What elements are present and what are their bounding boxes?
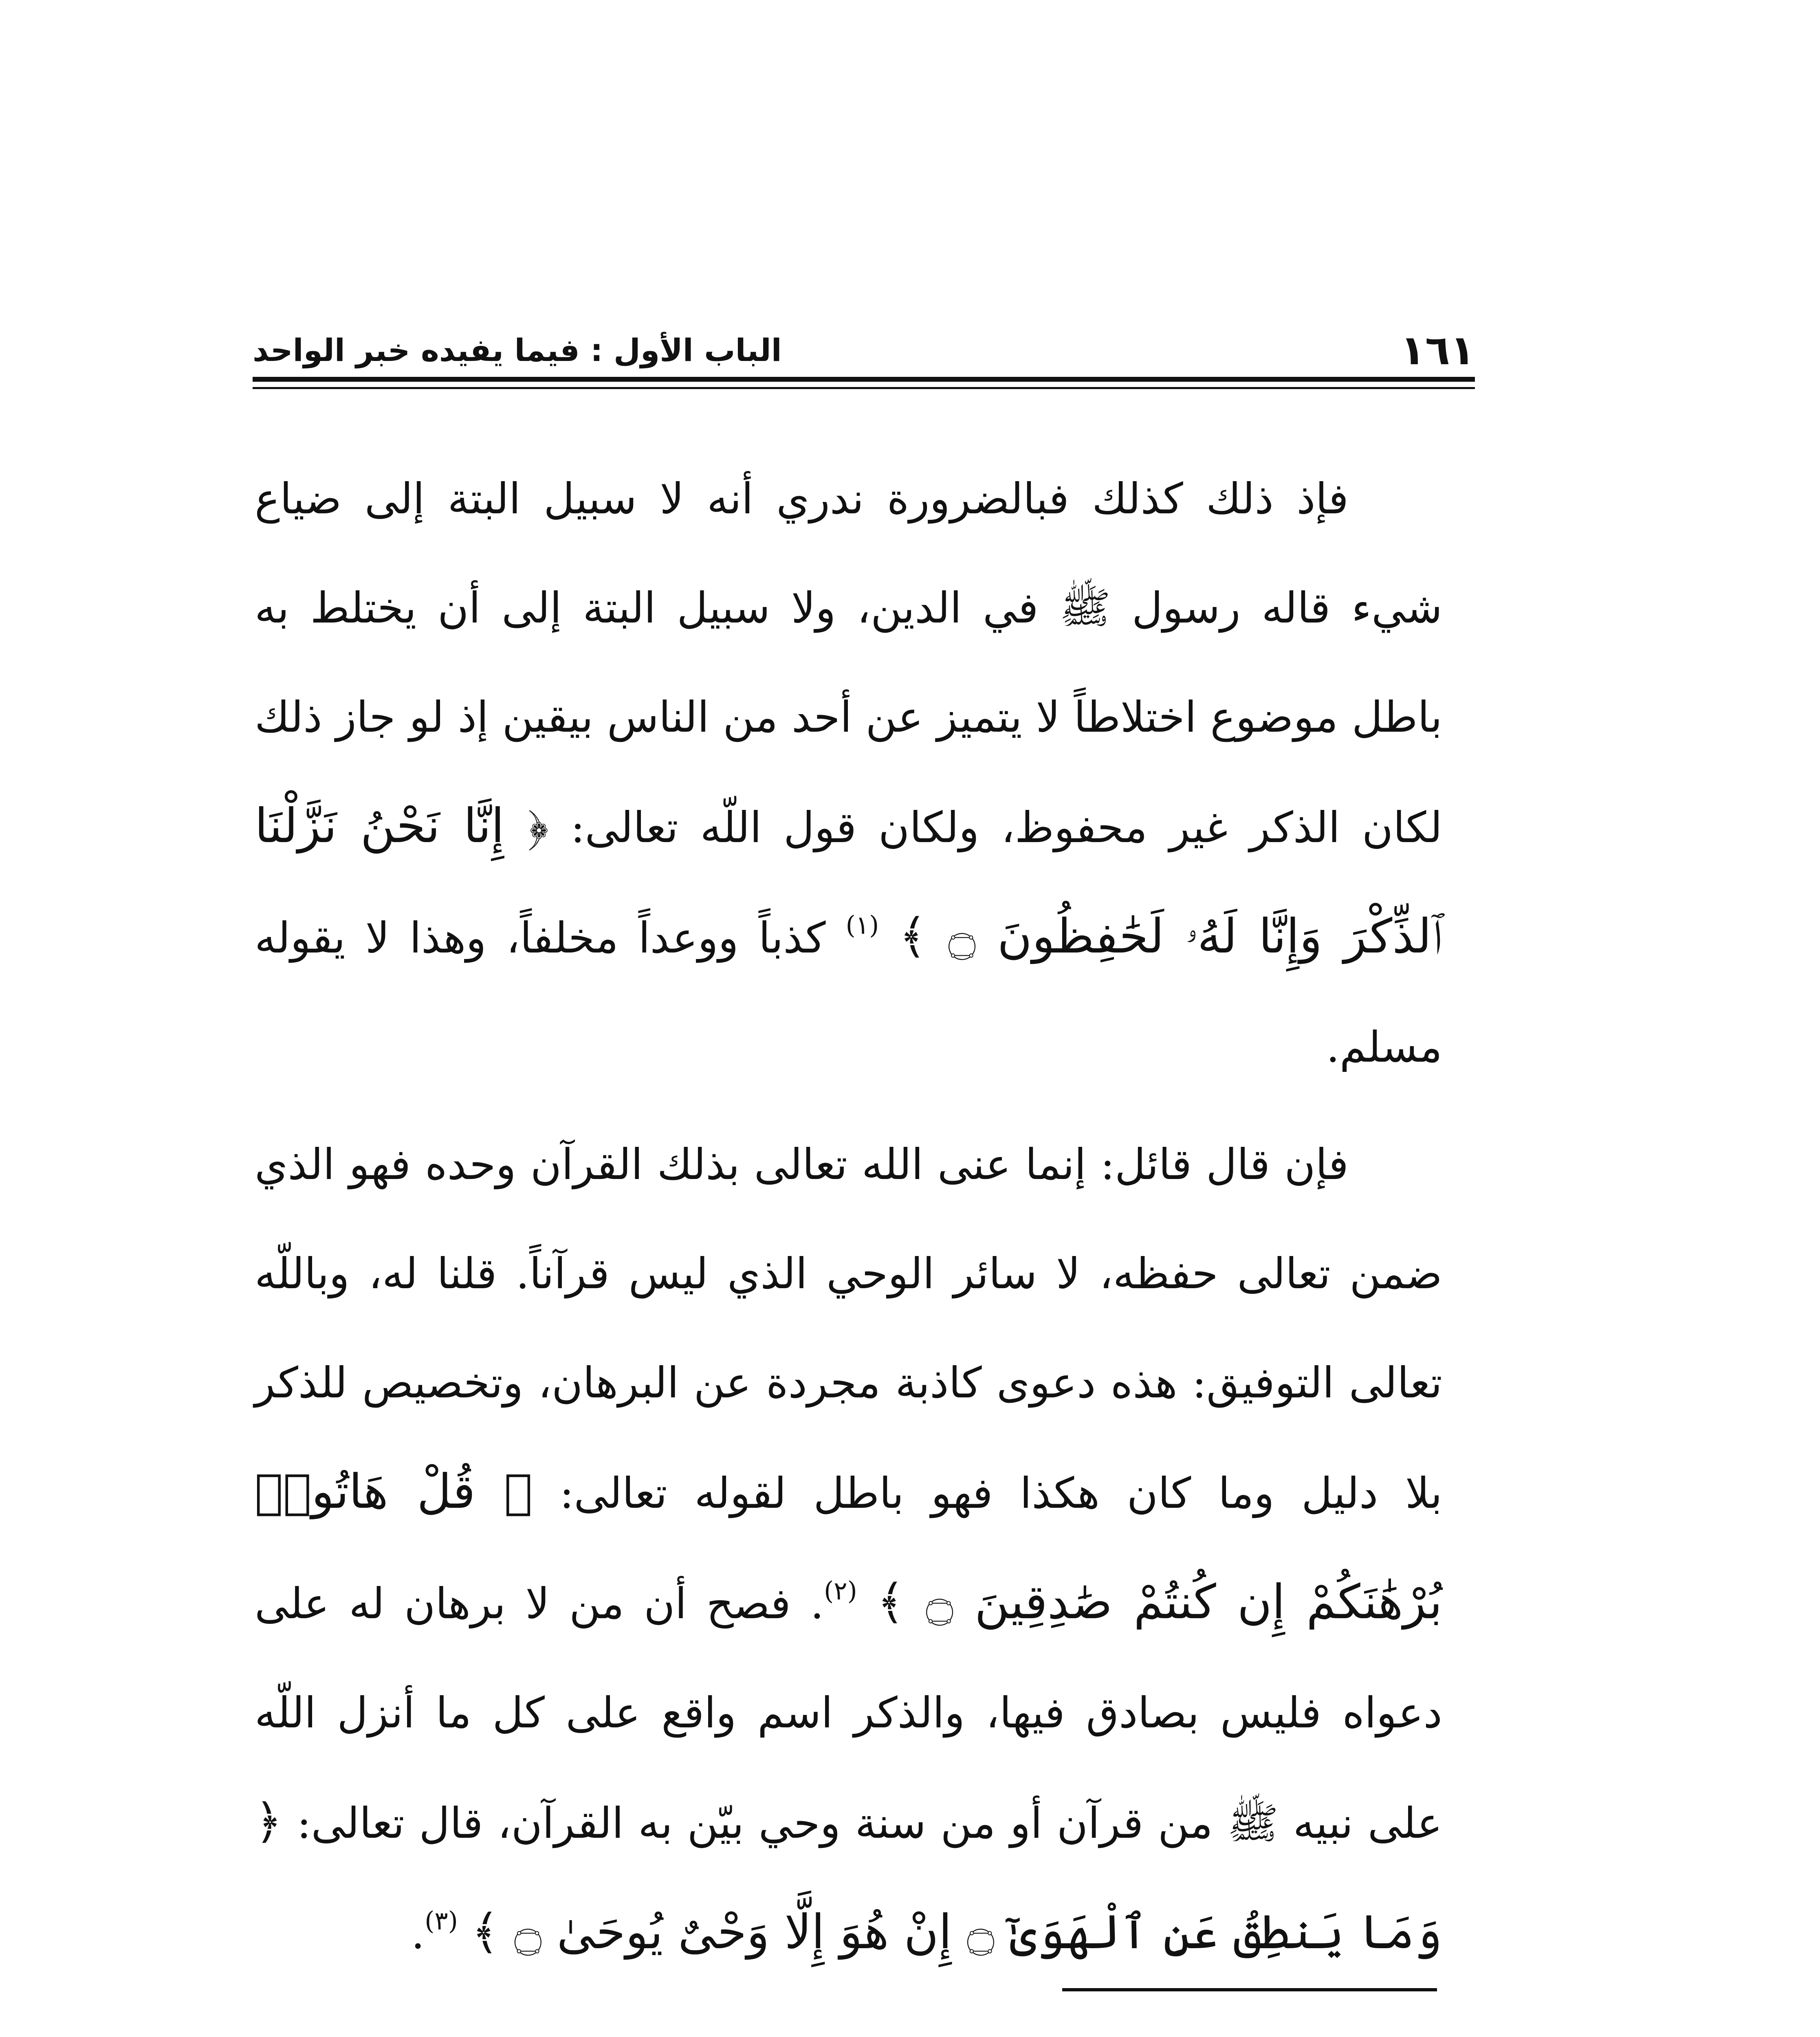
paragraph-1 — [255, 444, 1442, 1102]
running-header — [253, 322, 1475, 383]
header-rule-thin — [253, 387, 1475, 389]
paragraph-2-text-a: فإن قال قائل: إنما عنى الله تعالى بذلك القرآن وحده فهو الذي ضمن تعالى حفظه، لا سائر الوحي الذي ليس قرآناً. قلنا له، وباللّه تعالى التوفيق: هذه دعوى كاذبة مجردة عن البرهان، وتخصيص للذكر بلا دليل وما كان هكذا فهو باطل لقوله تعالى: — [255, 1139, 1442, 1518]
footnote-separator — [1062, 1988, 1437, 1991]
quran-verse-1: ﴿ إِنَّا نَحْنُ نَزَّلْنَا ٱلذِّكْرَ وَإِنَّا لَهُۥ لَحَٰفِظُونَ ۝ ﴾ — [255, 799, 1443, 964]
paragraph-2-text-c: . — [411, 1909, 425, 1958]
chapter-title: الباب الأول : فيما يفيده خبر الواحد — [253, 332, 782, 368]
main-text — [255, 444, 1443, 1960]
page-number: ١٦١ — [1400, 326, 1475, 374]
quran-verse-3: ﴿ وَمَا يَنطِقُ عَنِ ٱلْهَوَىٰٓ ۝ إِنْ هُوَ إِلَّا وَحْىٌ يُوحَىٰ ۝ ﴾ — [255, 1794, 1442, 1960]
paragraph-2 — [255, 1110, 1442, 1988]
footnote-reference-2: (٢) — [824, 1576, 857, 1606]
quran-verse-2: ﴿ قُلْ هَاتُوا۟ بُرْهَٰنَكُمْ إِن كُنتُمْ صَٰدِقِينَ ۝ ﴾ — [255, 1464, 1443, 1630]
paragraph-1-text-b: كذباً ووعداً مخلفاً، وهذا لا يقوله مسلم. — [255, 913, 1442, 1072]
footnote-reference-1: (١) — [845, 910, 879, 940]
header-rule-thick — [253, 377, 1475, 382]
footnote-reference-3: (٣) — [425, 1906, 458, 1936]
paragraph-2-text-b: . فصح أن من لا برهان له على دعواه فليس بصادق فيها، والذكر اسم واقع على كل ما أنزل اللّه على نبيه ﷺ من قرآن أو من سنة وحي بيّن به القرآن، قال تعالى: — [255, 1579, 1443, 1848]
paragraph-1-text-a: فإذ ذلك كذلك فبالضرورة ندري أنه لا سبيل البتة إلى ضياع شيء قاله رسول ﷺ في الدين، ولا سبيل البتة إلى أن يختلط به باطل موضوع اختلاطاً لا يتميز عن أحد من الناس بيقين إذ لو جاز ذلك لكان الذكر غير محفوظ، ولكان قول اللّه تعالى: — [255, 474, 1443, 852]
